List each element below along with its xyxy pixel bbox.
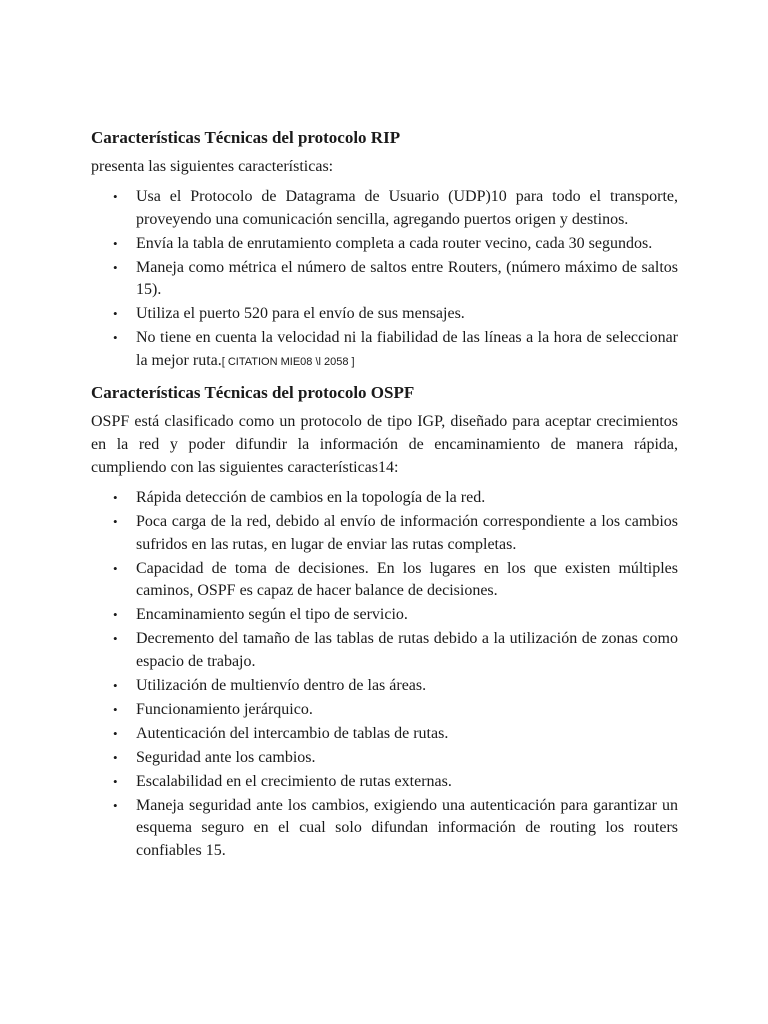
list-item: • Poca carga de la red, debido al envío de información correspondiente a los cambios sufridos en las rutas, en lugar de enviar las rutas completas.	[113, 513, 678, 553]
bullet-icon: •	[113, 330, 118, 345]
list-item: • Usa el Protocolo de Datagrama de Usuario (UDP)10 para todo el transporte, proveyendo una comunicación sencilla, agregando puertos origen y destinos.	[113, 188, 678, 228]
list-item: • Funcionamiento jerárquico.	[91, 699, 678, 722]
bullet-icon: •	[113, 189, 118, 204]
bullet-icon: •	[113, 490, 118, 505]
rip-heading: Características Técnicas del protocolo RIP	[91, 128, 401, 147]
bullet-icon: •	[113, 773, 118, 789]
bullet-icon: •	[113, 797, 118, 813]
bullet-icon: •	[113, 749, 118, 765]
rip-intro: presenta las siguientes características:	[91, 158, 334, 175]
bullet-icon: •	[113, 306, 118, 321]
list-item: • Capacidad de toma de decisiones. En los lugares en los que existen múltiples caminos, OSPF es capaz de hacer balance de decisiones.	[113, 559, 678, 599]
ospf-heading: Características Técnicas del protocolo OSPF	[91, 383, 415, 402]
bullet-icon: •	[113, 259, 118, 275]
rip-feature-list	[91, 186, 678, 373]
list-item: • Maneja seguridad ante los cambios, exigiendo una autenticación para garantizar un esquema seguro en el cual solo difundan información de routing los routers confiables 15.	[113, 796, 678, 859]
list-item: • Encaminamiento según el tipo de servicio.	[91, 604, 678, 627]
bullet-icon: •	[113, 701, 118, 717]
bullet-icon: •	[113, 607, 118, 622]
list-item: • No tiene en cuenta la velocidad ni la fiabilidad de las líneas a la hora de seleccionar la mejor ruta.[ CITATION MIE08 \l 2058 ]	[113, 329, 678, 369]
list-item: • Rápida detección de cambios en la topología de la red.	[91, 487, 678, 510]
bullet-icon: •	[113, 631, 118, 646]
bullet-icon: •	[113, 514, 118, 529]
list-item: • Decremento del tamaño de las tablas de rutas debido a la utilización de zonas como espacio de trabajo.	[113, 630, 678, 670]
citation-field: [ CITATION MIE08 \l 2058 ]	[221, 355, 355, 368]
ospf-feature-list	[91, 487, 678, 862]
list-item: • Autenticación del intercambio de tablas de rutas.	[91, 723, 678, 746]
list-item: • Maneja como métrica el número de saltos entre Routers, (número máximo de saltos 15).	[113, 258, 678, 298]
document-page	[91, 120, 678, 870]
bullet-icon: •	[113, 235, 118, 251]
list-item: • Escalabilidad en el crecimiento de rutas externas.	[91, 771, 678, 794]
bullet-icon: •	[113, 560, 118, 576]
list-item: • Envía la tabla de enrutamiento completa a cada router vecino, cada 30 segundos.	[91, 233, 678, 256]
list-item: • Seguridad ante los cambios.	[91, 747, 678, 770]
list-item: • Utiliza el puerto 520 para el envío de sus mensajes.	[91, 303, 678, 326]
bullet-icon: •	[113, 677, 118, 693]
list-item: • Utilización de multienvío dentro de las áreas.	[91, 675, 678, 698]
bullet-icon: •	[113, 725, 118, 741]
ospf-intro: OSPF está clasificado como un protocolo de tipo IGP, diseñado para aceptar crecimientos en la red y poder difundir la información de encaminamiento de manera rápida, cumpliendo con las siguientes características14:	[91, 413, 678, 476]
